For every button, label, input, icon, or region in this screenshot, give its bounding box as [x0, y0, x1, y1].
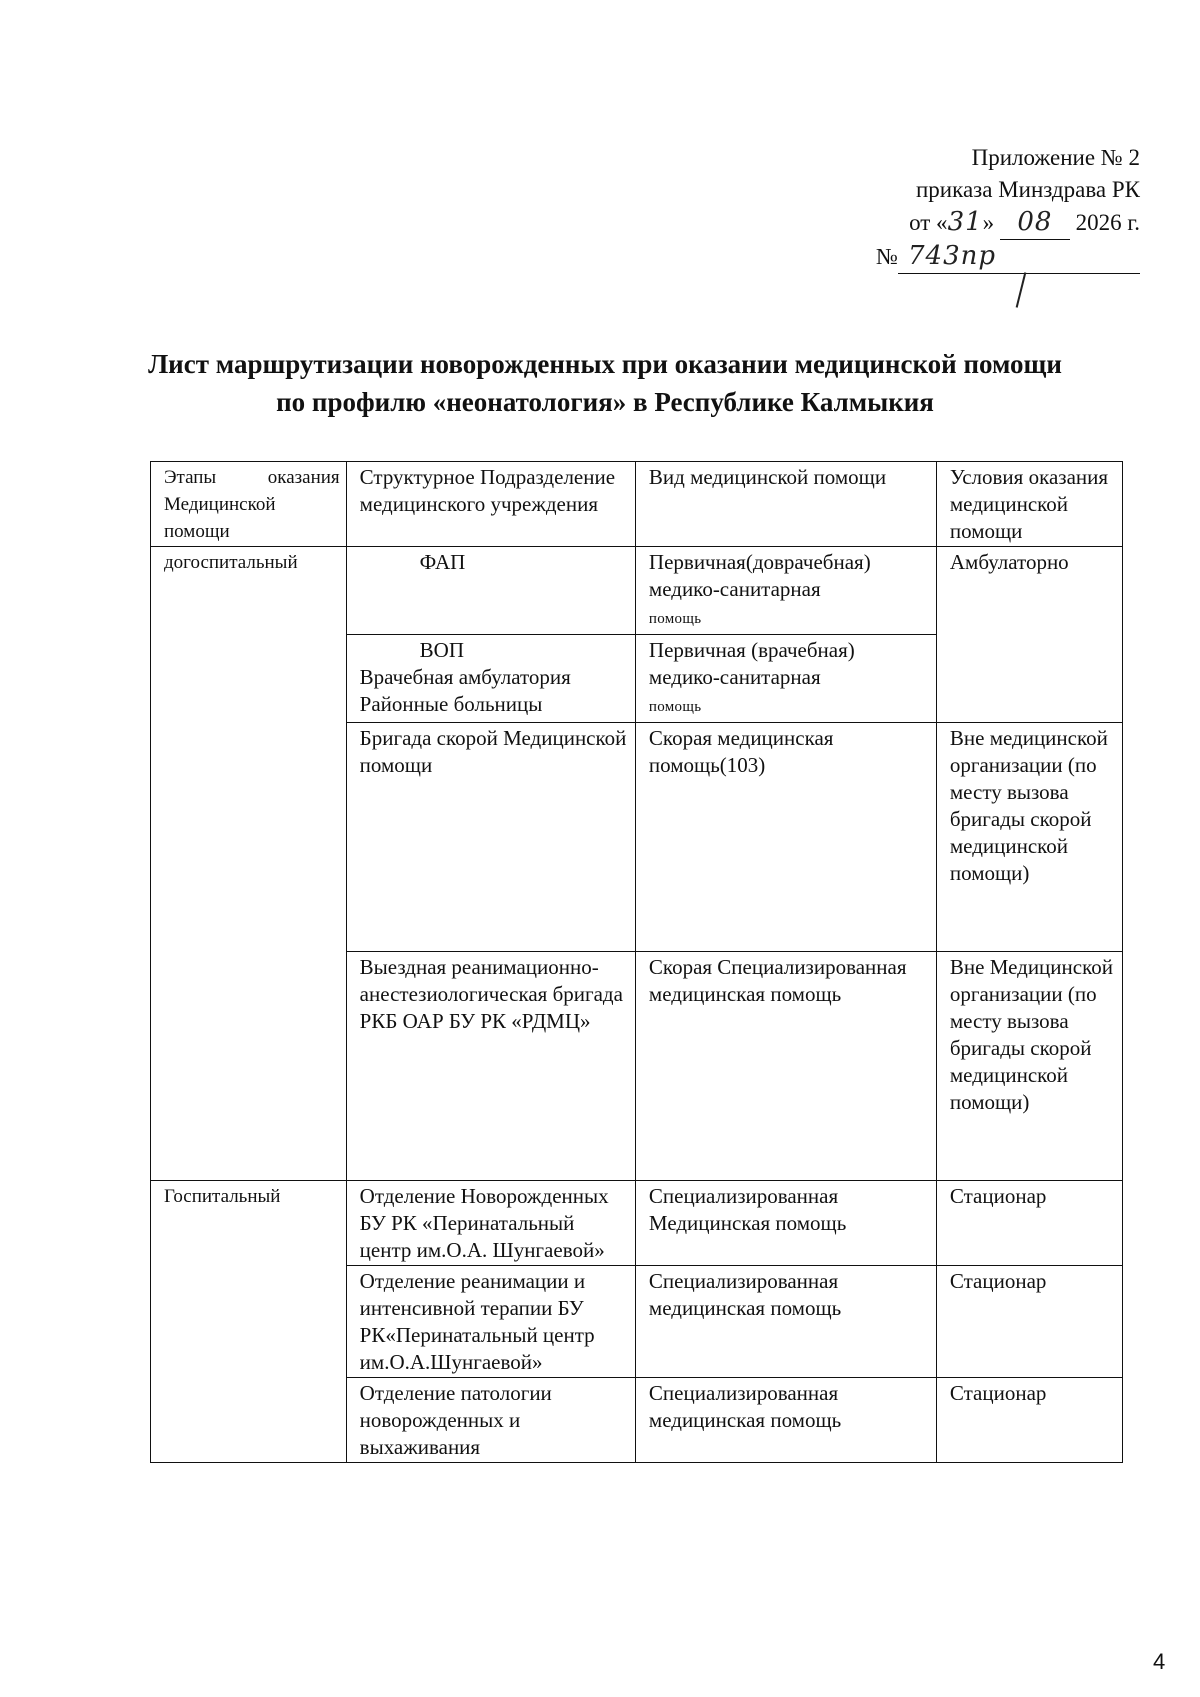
- signature-stroke: [1016, 272, 1027, 307]
- appendix-label: Приложение № 2: [971, 145, 1140, 170]
- header-cell-type: Вид медицинской помощи: [635, 462, 936, 547]
- type-main: Первичная (врачебная) медико-санитарная: [648, 638, 855, 689]
- date-month-field: [1000, 206, 1070, 240]
- header-cell-conditions: Условия оказания медицинской помощи: [936, 462, 1122, 547]
- conditions-cell: Стационар: [936, 1378, 1122, 1463]
- order-issuer: приказа Минздрава РК: [916, 177, 1140, 202]
- header-cell-unit: Структурное Подразделение медицинского учреждения: [346, 462, 635, 547]
- type-cell: Специализированная медицинская помощь: [635, 1378, 936, 1463]
- order-header: [850, 142, 1140, 274]
- title-line-1: Лист маршрутизации новорожденных при оказании медицинской помощи: [148, 349, 1062, 379]
- header-stage-line-2: Медицинской: [164, 494, 276, 515]
- unit-ambulatory: Врачебная амбулатория: [359, 665, 571, 689]
- order-date: [850, 206, 1140, 240]
- type-small: помощь: [648, 611, 702, 627]
- type-main: Первичная(доврачебная) медико-санитарная: [648, 550, 871, 601]
- order-number: [850, 240, 1140, 274]
- unit-cell: Отделение патологии новорожденных и выхаживания: [346, 1378, 635, 1463]
- conditions-cell: Вне медицинской организации (по месту вызова бригады скорой медицинской помощи): [936, 723, 1122, 952]
- type-cell: Скорая Специализированная медицинская помощь: [635, 952, 936, 1181]
- type-cell: [635, 635, 936, 723]
- routing-table: [150, 461, 1123, 1463]
- unit-district-hospitals: Районные больницы: [359, 692, 543, 716]
- title-line-2: по профилю «неонатология» в Республике Калмыкия: [276, 387, 934, 417]
- type-cell: Специализированная Медицинская помощь: [635, 1181, 936, 1266]
- type-cell: Специализированная медицинская помощь: [635, 1266, 936, 1378]
- type-small: помощь: [648, 699, 702, 715]
- table-row: [151, 547, 1123, 635]
- stage-cell-hospital: Госпитальный: [151, 1181, 347, 1463]
- conditions-cell: Стационар: [936, 1266, 1122, 1378]
- date-month-handwritten: 08: [1017, 207, 1053, 237]
- unit-cell: Выездная реанимационно-анестезиологическая бригада РКБ ОАР БУ РК «РДМЦ»: [346, 952, 635, 1181]
- unit-fap: ФАП: [419, 550, 466, 574]
- date-day-handwritten: 31: [947, 207, 983, 237]
- stage-cell-prehospital: догоспитальный: [151, 547, 347, 1181]
- date-prefix: от «: [909, 210, 948, 235]
- header-stage-line-3: помощи: [164, 521, 230, 542]
- unit-cell: Отделение Новорожденных БУ РК «Перинатальный центр им.О.А. Шунгаевой»: [346, 1181, 635, 1266]
- table-header-row: [151, 462, 1123, 547]
- header-cell-stage: [151, 462, 347, 547]
- type-cell: [635, 547, 936, 635]
- document-title: [120, 345, 1090, 421]
- number-handwritten: 743пр: [908, 241, 997, 271]
- type-cell: Скорая медицинская помощь(103): [635, 723, 936, 952]
- number-field: [898, 240, 1140, 274]
- page-number: 4: [1153, 1649, 1166, 1674]
- unit-vop: ВОП: [419, 638, 465, 662]
- conditions-cell-ambulatory: Амбулаторно: [936, 547, 1122, 723]
- conditions-cell: Вне Медицинской организации (по месту вызова бригады скорой медицинской помощи): [936, 952, 1122, 1181]
- date-year: 2026 г.: [1075, 210, 1140, 235]
- date-mid: »: [982, 210, 995, 235]
- unit-cell: [346, 547, 635, 635]
- unit-cell: [346, 635, 635, 723]
- header-stage-line-1: Этапы оказания: [164, 467, 340, 488]
- table-row: [151, 1181, 1123, 1266]
- number-prefix: №: [876, 244, 898, 269]
- unit-cell: Отделение реанимации и интенсивной терапии БУ РК«Перинатальный центр им.О.А.Шунгаевой»: [346, 1266, 635, 1378]
- conditions-cell: Стационар: [936, 1181, 1122, 1266]
- unit-cell: Бригада скорой Медицинской помощи: [346, 723, 635, 952]
